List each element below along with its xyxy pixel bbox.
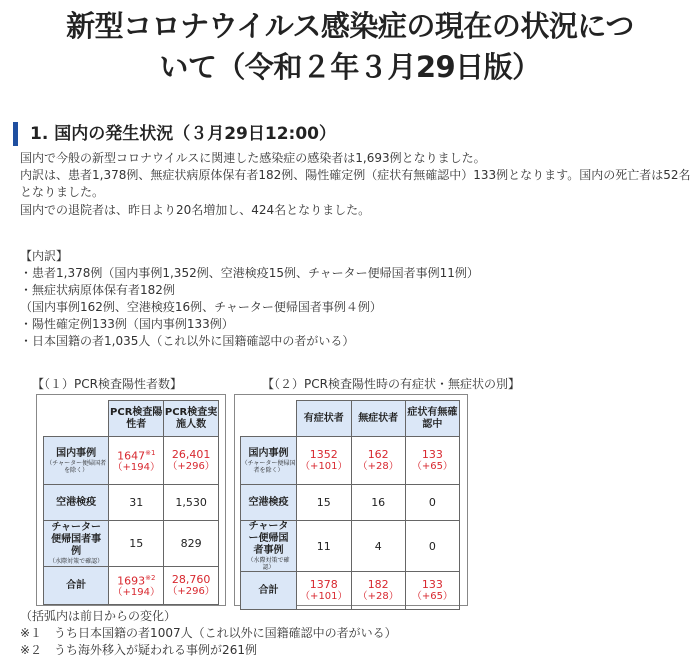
page-title <box>0 0 700 88</box>
page-title-line2: いて（令和２年３月29日版） <box>159 50 541 84</box>
table1-cell: 1647$^{※1}$ （+194） <box>109 437 164 485</box>
table2-cell: 133 （+65） <box>405 437 459 485</box>
summary-paragraph-2: 内訳は、患者1,378例、無症状病原体保有者182例、陽性確定例（症状有無確認中）133例となります。国内の死亡者は52名となりました。 <box>20 168 691 199</box>
table1-cell: 15 <box>109 521 164 567</box>
table2-cell: 0 <box>405 521 459 572</box>
footnote-change: （括弧内は前日からの変化） <box>20 609 177 623</box>
breakdown-item: ・日本国籍の者1,035人（これ以外に国籍確認中の者がいる） <box>20 334 355 348</box>
table2-cell: 15 <box>297 485 352 521</box>
table2-row-label: 国内事例 （チャーター便帰国者を除く） <box>241 437 297 485</box>
table1-cell: 1693$^{※2}$ （+194） <box>109 567 164 605</box>
table1-cell: 1,530 <box>164 485 219 521</box>
breakdown-item: ・陽性確定例133例（国内事例133例） <box>20 317 234 331</box>
table-row <box>44 567 219 605</box>
footnote-1: ※１ うち日本国籍の者1007人（これ以外に国籍確認中の者がいる） <box>20 626 397 640</box>
symptom-table <box>240 400 460 610</box>
breakdown-item: ・無症状病原体保有者182例 <box>20 283 175 297</box>
table2-cell: 133 （+65） <box>405 572 459 610</box>
table2-col-symptomatic: 有症状者 <box>297 401 352 437</box>
table-row <box>241 521 460 572</box>
footnotes <box>20 608 397 659</box>
table1-row-label: 空港検疫 <box>44 485 109 521</box>
table-row <box>44 437 219 485</box>
table2-cell: 162 （+28） <box>351 437 405 485</box>
footnote-2: ※２ うち海外移入が疑われる事例が261例 <box>20 643 257 657</box>
table-row <box>44 521 219 567</box>
table1-col-positive: PCR検査陽性者 <box>109 401 164 437</box>
table2-col-checking: 症状有無確認中 <box>405 401 459 437</box>
table2-caption: 【（２）PCR検査陽性時の有症状・無症状の別】 <box>262 377 520 391</box>
table2-cell: 1378 （+101） <box>297 572 352 610</box>
section-heading: 1. 国内の発生状況（３月29日12:00） <box>13 122 336 146</box>
table-row <box>44 485 219 521</box>
pcr-positive-table <box>43 400 219 605</box>
table2-corner <box>241 401 297 437</box>
table2-cell: 11 <box>297 521 352 572</box>
table1-caption: 【（１）PCR検査陽性者数】 <box>32 377 182 391</box>
table2-cell: 1352 （+101） <box>297 437 352 485</box>
table2-cell: 16 <box>351 485 405 521</box>
table2-cell: 0 <box>405 485 459 521</box>
table1-row-label: チャーター便帰国者事例 （水際対策で確認） <box>44 521 109 567</box>
breakdown-item: （国内事例162例、空港検疫16例、チャーター便帰国者事例４例） <box>20 300 382 314</box>
table1-cell: 31 <box>109 485 164 521</box>
table1-row-label: 合計 <box>44 567 109 605</box>
summary-paragraph-1: 国内で今般の新型コロナウイルスに関連した感染症の感染者は1,693例となりました。 <box>20 151 486 165</box>
table1-corner <box>44 401 109 437</box>
table2-col-asymptomatic: 無症状者 <box>351 401 405 437</box>
table1-row-label: 国内事例 （チャーター便帰国者を除く） <box>44 437 109 485</box>
breakdown-list <box>20 248 479 350</box>
table2-row-label: 合計 <box>241 572 297 610</box>
table1-col-tested: PCR検査実施人数 <box>164 401 219 437</box>
summary-paragraph-3: 国内での退院者は、昨日より20名増加し、424名となりました。 <box>20 203 371 217</box>
table1-cell: 26,401 （+296） <box>164 437 219 485</box>
breakdown-heading: 【内訳】 <box>20 249 69 263</box>
table-row <box>241 485 460 521</box>
breakdown-item: ・患者1,378例（国内事例1,352例、空港検疫15例、チャーター便帰国者事例11例） <box>20 266 479 280</box>
table-row <box>241 437 460 485</box>
table2-row-label: 空港検疫 <box>241 485 297 521</box>
table2-row-label: チャーター便帰国者事例 （水際対策で確認） <box>241 521 297 572</box>
table1-cell: 829 <box>164 521 219 567</box>
table-row <box>241 572 460 610</box>
page-title-line1: 新型コロナウイルス感染症の現在の状況につ <box>66 9 634 43</box>
table1-cell: 28,760 （+296） <box>164 567 219 605</box>
table2-cell: 182 （+28） <box>351 572 405 610</box>
table2-cell: 4 <box>351 521 405 572</box>
